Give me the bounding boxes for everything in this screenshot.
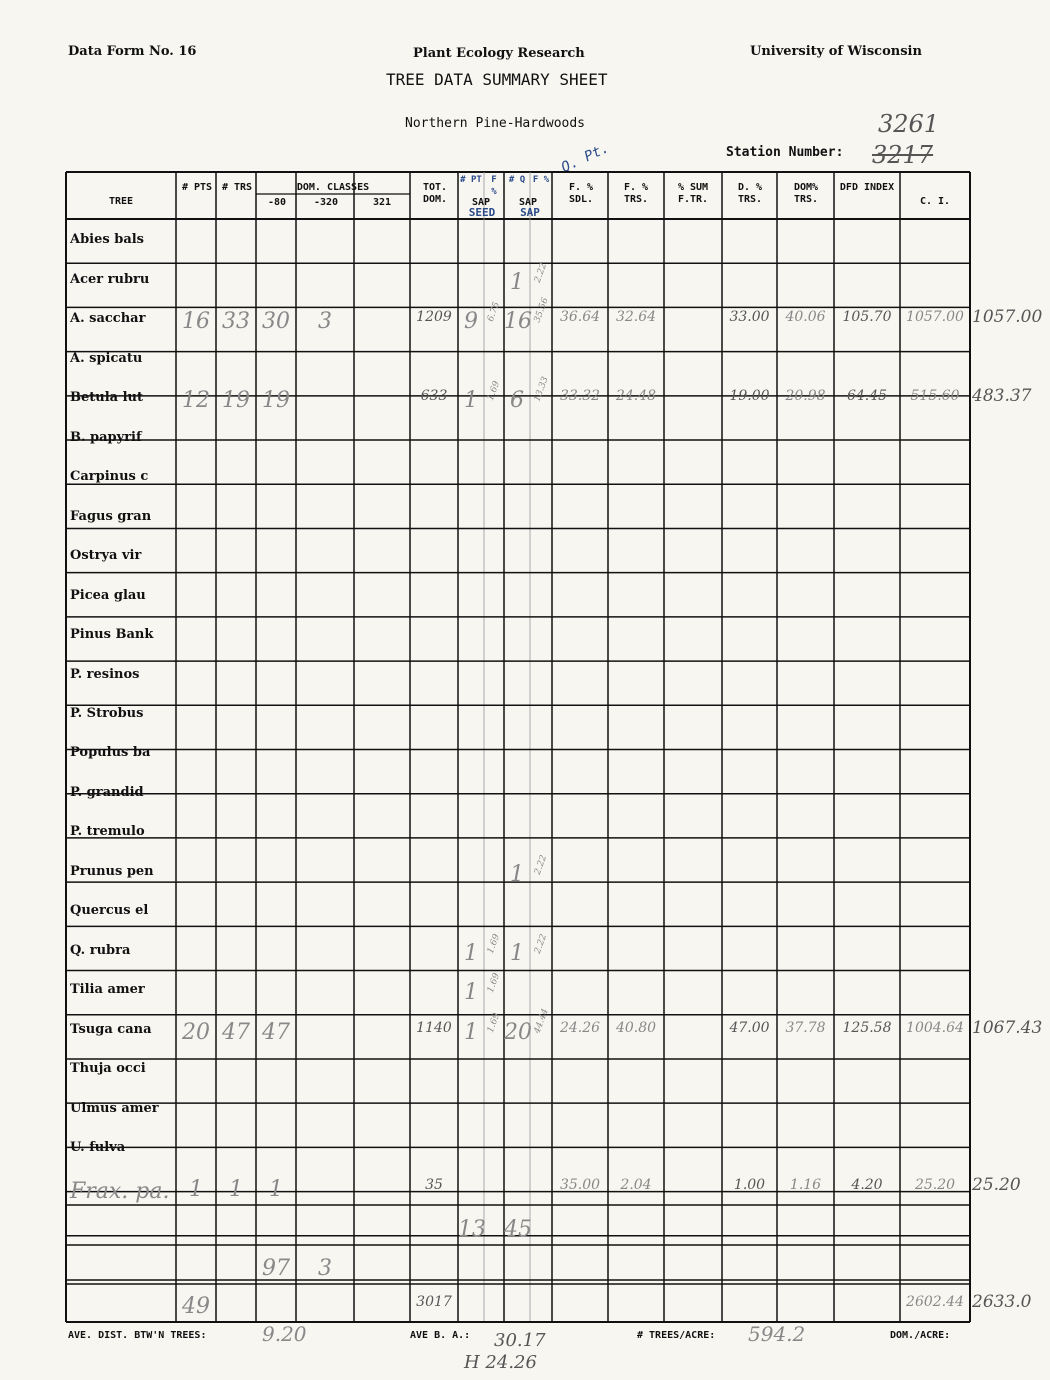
cell-ci: 515.60 xyxy=(910,388,960,405)
cell-f-sdl: 35.00 xyxy=(559,1177,601,1193)
col-sum-ftr: % SUM F.TR. xyxy=(677,182,709,205)
cell-q-sap: 1 xyxy=(510,940,524,966)
cell-f-trs: 32.64 xyxy=(615,309,657,326)
cell-pt-f: 1.69 xyxy=(485,932,503,955)
tree-name: A. sacchar xyxy=(70,311,146,327)
cell-pt-f: 1.69 xyxy=(485,380,503,403)
trees-acre-value: 594.2 xyxy=(748,1322,806,1346)
cell-pts: 12 xyxy=(182,388,210,414)
col-d-trs: D. % TRS. xyxy=(737,182,763,205)
tree-name: Carpinus c xyxy=(70,469,149,485)
cell-pt-sap: 1 xyxy=(464,940,478,966)
column-annotation: Q. Pt. xyxy=(558,140,612,176)
cell-c320: 3 xyxy=(318,1256,332,1281)
col-dom-classes: DOM. CLASSES xyxy=(296,182,370,193)
cell-d-trs: 19.00 xyxy=(729,388,770,405)
cell-pt-sap: 1 xyxy=(464,980,478,1006)
cell-q-sap: 1 xyxy=(510,861,524,887)
page-subtitle: Northern Pine-Hardwoods xyxy=(405,116,586,131)
cell-c80: 19 xyxy=(262,388,290,414)
col-dfd-index: DFD INDEX xyxy=(839,182,895,193)
cell-d-trs: 33.00 xyxy=(729,309,770,326)
tree-name: Acer rubru xyxy=(70,271,150,287)
tree-name: P. tremulo xyxy=(70,824,145,840)
col-q-count: # Q xyxy=(508,175,526,185)
ave-ba-value: 30.17 xyxy=(494,1330,546,1351)
col-q-freq: F % xyxy=(532,175,550,185)
cell-ci: 2602.44 xyxy=(906,1294,964,1310)
cell-q-f: 35.56 xyxy=(532,296,551,325)
cell-pt-f: 1.69 xyxy=(485,1011,503,1034)
col-trs: # TRS xyxy=(221,182,253,193)
cell-dom-trs: 37.78 xyxy=(785,1019,826,1036)
cell-f-sdl: 33.32 xyxy=(559,388,601,405)
cell-q-f: 44.44 xyxy=(532,1007,551,1035)
organization: Plant Ecology Research xyxy=(413,46,585,61)
cell-f-trs: 24.48 xyxy=(615,388,657,405)
cell-dom-trs: 20.98 xyxy=(785,388,826,405)
cell-tot: 3017 xyxy=(416,1294,452,1310)
cell-c80: 47 xyxy=(262,1019,290,1045)
ave-dist-value: 9.20 xyxy=(262,1322,307,1346)
cell-trs: 33 xyxy=(222,309,250,335)
tree-name: Picea glau xyxy=(70,587,146,603)
cell-ci-margin: 483.37 xyxy=(972,386,1032,407)
cell-dom-trs: 40.06 xyxy=(785,309,826,326)
col-f-trs: F. % TRS. xyxy=(623,182,649,205)
cell-dfd: 105.70 xyxy=(842,309,892,326)
tree-name: Abies bals xyxy=(70,232,145,248)
cell-pts: 1 xyxy=(189,1177,203,1202)
cell-dom-trs: 1.16 xyxy=(789,1177,822,1193)
cell-q-f: 2.22 xyxy=(532,853,550,876)
cell-tot: 633 xyxy=(420,388,448,405)
col-sap-2: SAP xyxy=(518,197,538,208)
cell-q-sap: 6 xyxy=(510,388,524,414)
col-f-sdl: F. % SDL. xyxy=(568,182,594,205)
tree-name: B. papyrif xyxy=(70,429,142,445)
cell-trs: 19 xyxy=(222,388,250,414)
col-pt-count: # PT xyxy=(460,175,482,185)
tree-name: Prunus pen xyxy=(70,863,154,879)
trees-acre-label: # TREES/ACRE: xyxy=(637,1330,716,1341)
cell-pt-sap: 9 xyxy=(464,309,478,335)
tree-name: Thuja occi xyxy=(70,1061,146,1077)
h-value: H 24.26 xyxy=(464,1352,537,1373)
col-tree: TREE xyxy=(108,196,134,207)
col-c80: -80 xyxy=(267,197,287,208)
col-c320: -320 xyxy=(313,197,339,208)
tree-name: Frax. pa. xyxy=(70,1179,170,1204)
cell-pts: 16 xyxy=(182,309,210,335)
cell-dfd: 4.20 xyxy=(851,1177,883,1193)
cell-c320: 3 xyxy=(318,309,332,335)
col-tot-dom: TOT. DOM. xyxy=(422,182,448,205)
cell-f-sdl: 24.26 xyxy=(559,1019,601,1036)
tree-name: Ulmus amer xyxy=(70,1100,159,1116)
cell-q-sap: 45 xyxy=(504,1217,532,1242)
cell-ci: 25.20 xyxy=(914,1177,956,1193)
cell-dfd: 125.58 xyxy=(842,1019,892,1036)
tree-name: P. grandid xyxy=(70,784,144,800)
cell-f-trs: 2.04 xyxy=(620,1177,652,1193)
tree-name: Fagus gran xyxy=(70,508,152,524)
cell-q-sap: 16 xyxy=(504,309,532,335)
tree-name: Tilia amer xyxy=(70,982,145,998)
page-title: TREE DATA SUMMARY SHEET xyxy=(386,70,608,89)
tree-name: Tsuga cana xyxy=(70,1021,152,1037)
tree-name: Ostrya vir xyxy=(70,548,142,564)
university: University of Wisconsin xyxy=(750,44,922,59)
cell-f-sdl: 36.64 xyxy=(559,309,601,326)
station-number-new: 3261 xyxy=(878,110,940,138)
tree-name: U. fulva xyxy=(70,1140,126,1155)
cell-c80: 97 xyxy=(262,1256,290,1281)
cell-q-f: 2.22 xyxy=(532,261,550,285)
cell-q-f: 2.22 xyxy=(532,932,550,955)
tree-name: A. spicatu xyxy=(70,350,143,366)
col-pts: # PTS xyxy=(181,182,213,193)
form-number: Data Form No. 16 xyxy=(68,44,197,59)
cell-pts: 49 xyxy=(182,1294,210,1319)
cell-tot: 35 xyxy=(425,1177,443,1193)
cell-dfd: 64.45 xyxy=(846,388,888,405)
cell-ci: 1057.00 xyxy=(906,309,964,326)
col-ci: C. I. xyxy=(919,196,951,207)
cell-q-sap: 20 xyxy=(504,1019,532,1045)
cell-q-f: 13.33 xyxy=(532,375,551,404)
cell-ci-margin: 2633.0 xyxy=(972,1292,1032,1312)
station-label: Station Number: xyxy=(726,145,844,160)
tree-name: Betula lut xyxy=(70,390,143,406)
cell-pt-f: 6.75 xyxy=(485,301,503,324)
cell-pt-sap: 1 xyxy=(464,1019,478,1045)
station-number-old: 3217 xyxy=(872,141,934,169)
cell-d-trs: 1.00 xyxy=(733,1177,766,1193)
cell-pts: 20 xyxy=(182,1019,210,1045)
cell-ci: 1004.64 xyxy=(906,1019,964,1036)
cell-trs: 1 xyxy=(229,1177,243,1202)
cell-pt-f: 1.69 xyxy=(485,972,503,995)
tree-name: Populus ba xyxy=(70,745,151,761)
cell-pt-sap: 13 xyxy=(458,1217,486,1242)
col-sap-3: SAP xyxy=(520,206,540,219)
tree-name: Pinus Bank xyxy=(70,627,154,643)
tree-name: Q. rubra xyxy=(70,942,131,958)
col-seed: SEED xyxy=(468,206,496,219)
tree-name: P. resinos xyxy=(70,666,140,682)
col-sap-1: SAP xyxy=(471,197,491,208)
col-dom-trs: DOM% TRS. xyxy=(793,182,819,205)
cell-ci-margin: 25.20 xyxy=(972,1175,1021,1195)
cell-d-trs: 47.00 xyxy=(729,1019,770,1036)
cell-ci-margin: 1057.00 xyxy=(972,307,1043,328)
tree-name: Quercus el xyxy=(70,903,149,919)
cell-tot: 1140 xyxy=(416,1019,452,1036)
cell-q-sap: 1 xyxy=(510,269,524,295)
cell-pt-sap: 1 xyxy=(464,388,478,414)
cell-trs: 47 xyxy=(222,1019,250,1045)
ave-ba-label: AVE B. A.: xyxy=(410,1330,471,1341)
ave-dist-label: AVE. DIST. BTW'N TREES: xyxy=(68,1330,207,1341)
cell-tot: 1209 xyxy=(416,309,452,326)
cell-ci-margin: 1067.43 xyxy=(972,1017,1043,1038)
cell-c80: 1 xyxy=(269,1177,283,1202)
cell-f-trs: 40.80 xyxy=(615,1019,657,1036)
tree-name: P. Strobus xyxy=(70,705,144,721)
col-c321: 321 xyxy=(372,197,392,208)
dom-acre-label: DOM./ACRE: xyxy=(890,1330,951,1341)
col-pt-freq: F % xyxy=(491,175,497,197)
cell-c80: 30 xyxy=(262,309,290,335)
